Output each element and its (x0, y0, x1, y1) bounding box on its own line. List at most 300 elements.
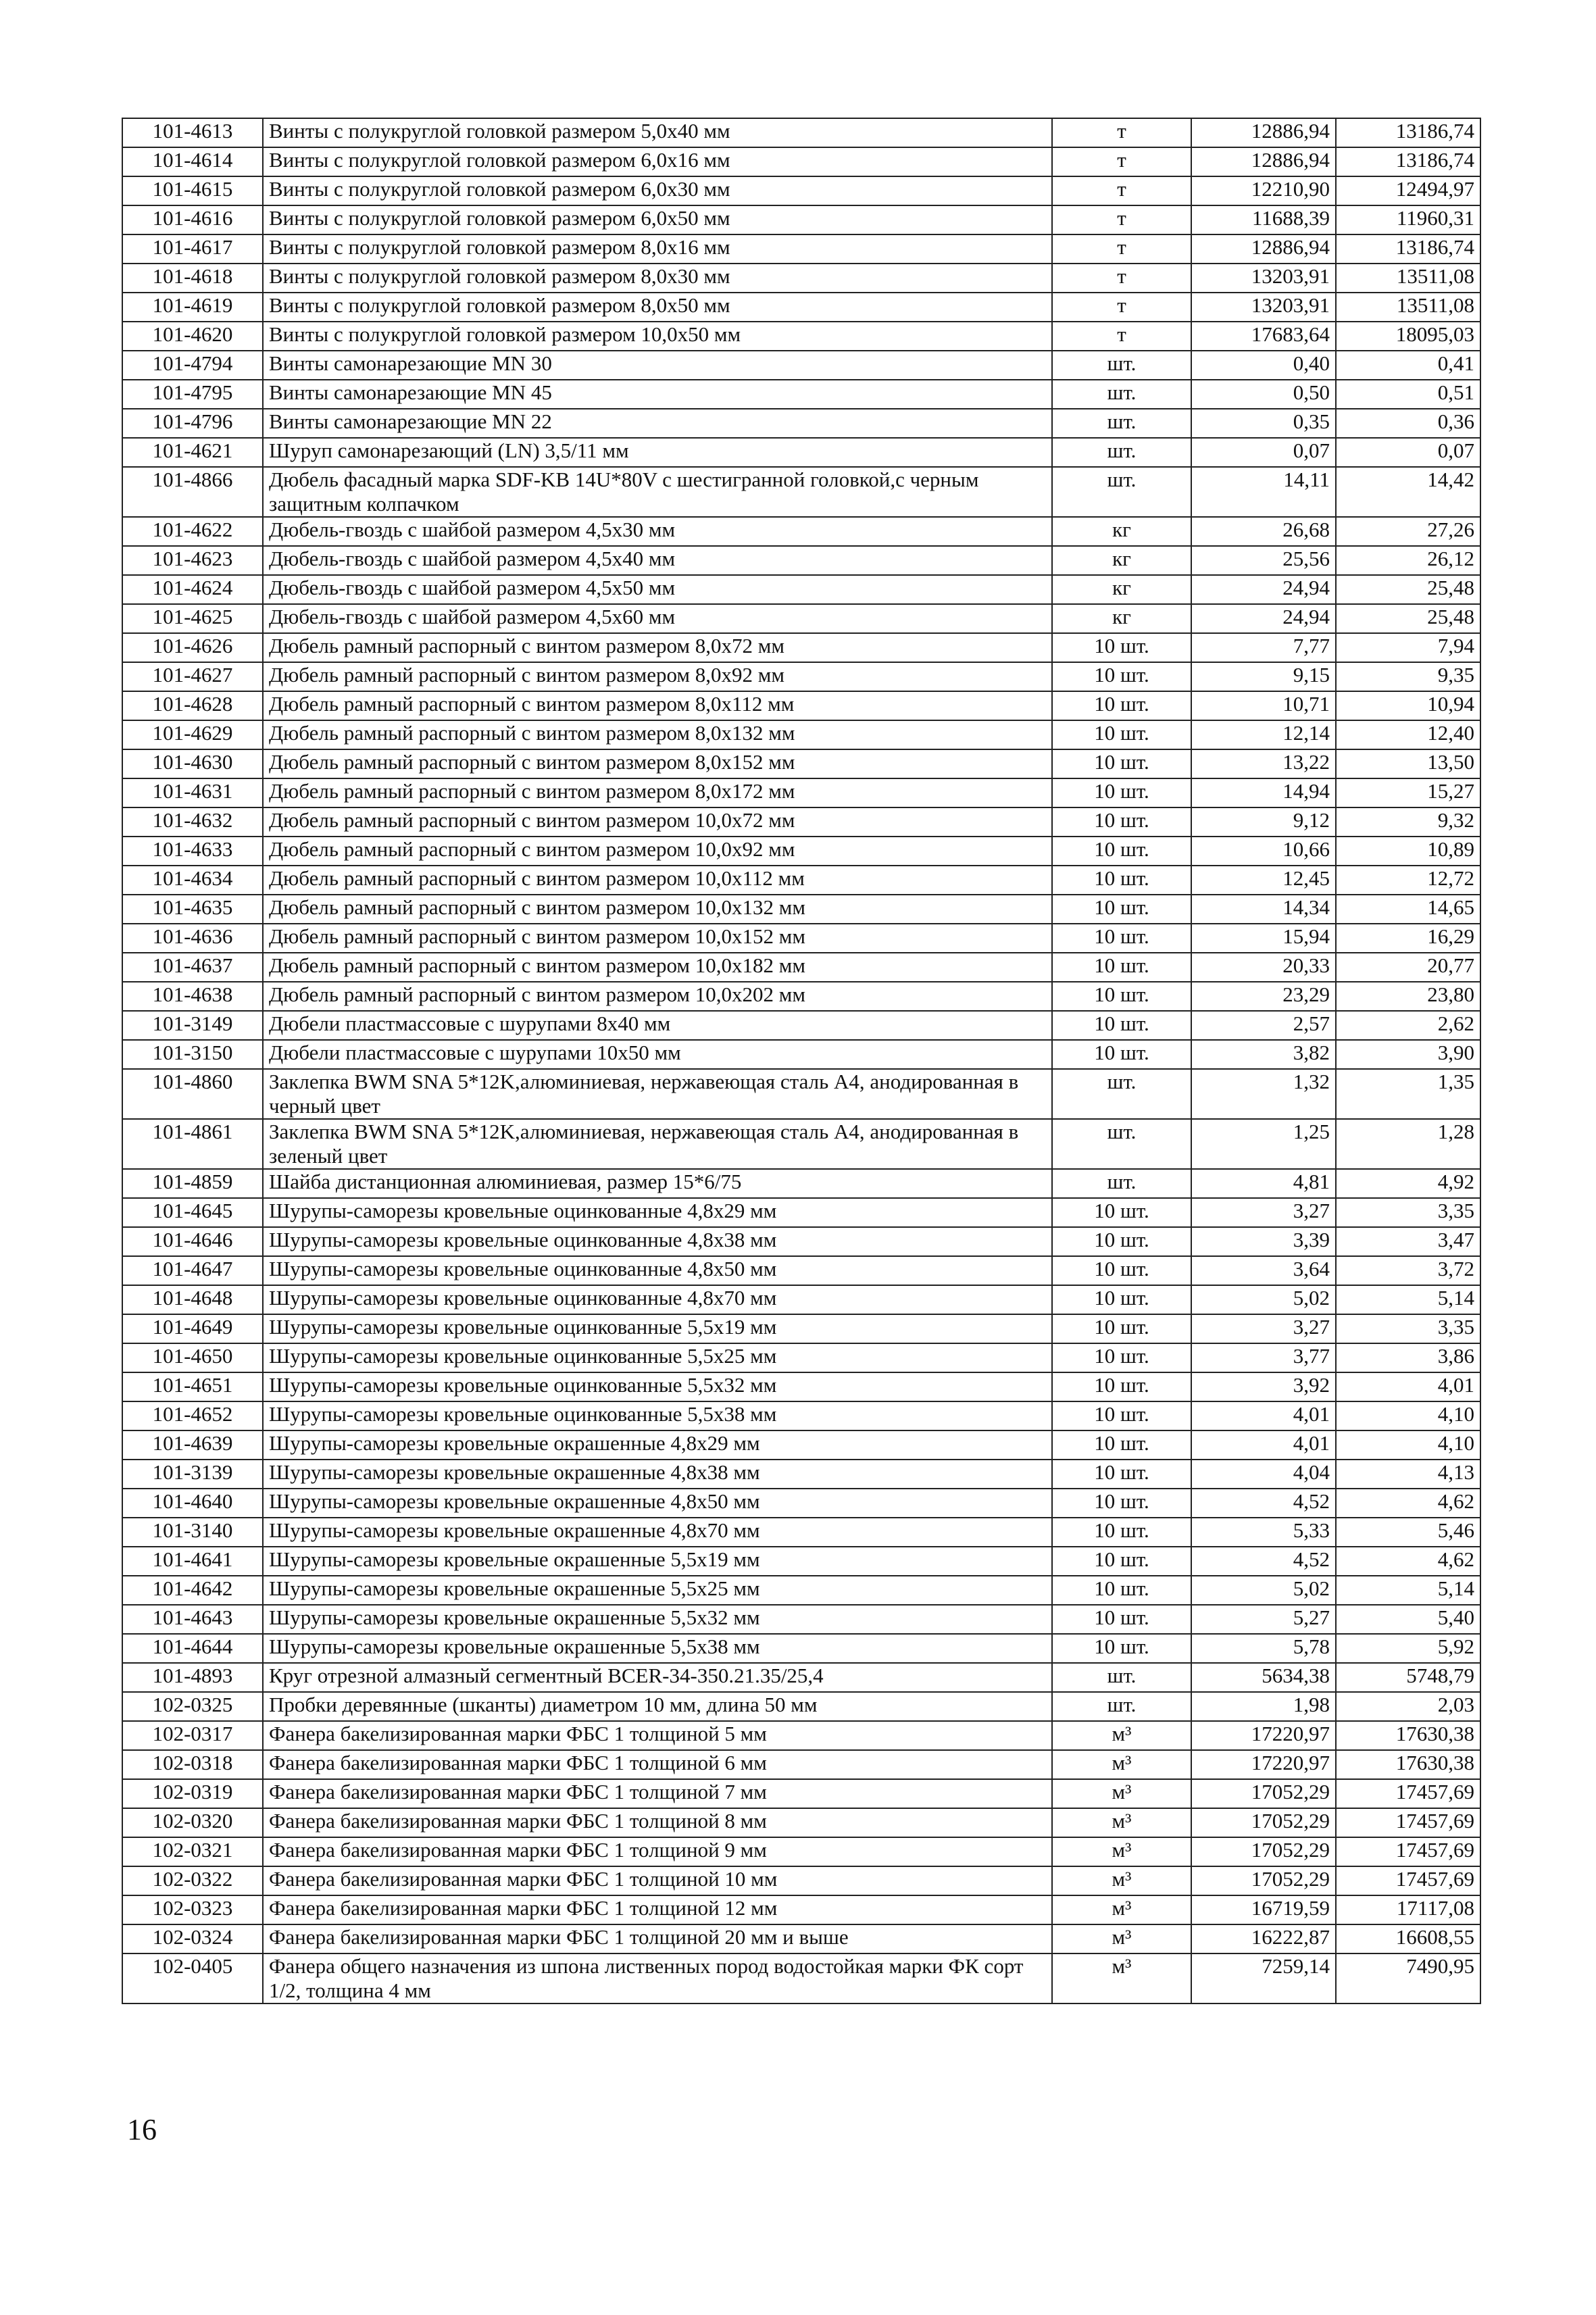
table-row (122, 1518, 1480, 1547)
resource-code: 101-4626 (122, 633, 263, 662)
price-value-1: 9,12 (1191, 807, 1336, 837)
price-value-2: 12494,97 (1336, 176, 1480, 205)
price-value-2: 4,10 (1336, 1401, 1480, 1430)
resource-code: 101-3150 (122, 1040, 263, 1069)
resource-name: Шурупы-саморезы кровельные оцинкованные 5,5х38 мм (263, 1401, 1052, 1430)
table-row (122, 1011, 1480, 1040)
table-row (122, 546, 1480, 575)
unit-of-measure: т (1052, 205, 1191, 234)
table-row (122, 633, 1480, 662)
resource-name: Заклепка BWM SNA 5*12K,алюминиевая, нержавеющая сталь А4, анодированная в черный цвет (263, 1069, 1052, 1119)
price-value-2: 2,62 (1336, 1011, 1480, 1040)
resource-name: Винты с полукруглой головкой размером 8,0х50 мм (263, 293, 1052, 322)
unit-of-measure: м³ (1052, 1721, 1191, 1750)
resource-name: Шурупы-саморезы кровельные оцинкованные 5,5х25 мм (263, 1343, 1052, 1372)
price-value-1: 4,81 (1191, 1169, 1336, 1198)
price-value-1: 11688,39 (1191, 205, 1336, 234)
price-value-2: 13186,74 (1336, 118, 1480, 147)
price-table (122, 118, 1481, 2004)
table-row (122, 351, 1480, 380)
price-value-2: 17630,38 (1336, 1750, 1480, 1779)
table-row (122, 293, 1480, 322)
price-value-1: 17220,97 (1191, 1750, 1336, 1779)
price-value-2: 17630,38 (1336, 1721, 1480, 1750)
resource-code: 101-4647 (122, 1256, 263, 1285)
resource-name: Фанера бакелизированная марки ФБС 1 толщиной 20 мм и выше (263, 1924, 1052, 1953)
resource-name: Фанера бакелизированная марки ФБС 1 толщиной 10 мм (263, 1866, 1052, 1895)
price-value-1: 13203,91 (1191, 264, 1336, 293)
table-row (122, 1119, 1480, 1169)
resource-name: Винты с полукруглой головкой размером 8,0х30 мм (263, 264, 1052, 293)
unit-of-measure: шт. (1052, 409, 1191, 438)
resource-name: Дюбель рамный распорный с винтом размером 10,0х112 мм (263, 866, 1052, 895)
table-row (122, 1779, 1480, 1808)
table-row (122, 1256, 1480, 1285)
unit-of-measure: кг (1052, 546, 1191, 575)
price-value-1: 12,45 (1191, 866, 1336, 895)
resource-code: 101-4796 (122, 409, 263, 438)
table-row (122, 147, 1480, 176)
resource-code: 101-4620 (122, 322, 263, 351)
resource-code: 102-0323 (122, 1895, 263, 1924)
table-row (122, 924, 1480, 953)
unit-of-measure: 10 шт. (1052, 1576, 1191, 1605)
resource-name: Шурупы-саморезы кровельные оцинкованные 4,8х70 мм (263, 1285, 1052, 1314)
unit-of-measure: шт. (1052, 1069, 1191, 1119)
table-row (122, 438, 1480, 467)
resource-name: Винты самонарезающие MN 30 (263, 351, 1052, 380)
resource-code: 101-4633 (122, 837, 263, 866)
table-row (122, 1489, 1480, 1518)
price-value-2: 3,86 (1336, 1343, 1480, 1372)
resource-code: 101-4648 (122, 1285, 263, 1314)
unit-of-measure: 10 шт. (1052, 1343, 1191, 1372)
unit-of-measure: т (1052, 322, 1191, 351)
unit-of-measure: т (1052, 176, 1191, 205)
unit-of-measure: шт. (1052, 1169, 1191, 1198)
unit-of-measure: 10 шт. (1052, 1011, 1191, 1040)
price-value-2: 10,89 (1336, 837, 1480, 866)
table-row (122, 322, 1480, 351)
unit-of-measure: м³ (1052, 1895, 1191, 1924)
resource-code: 101-4635 (122, 895, 263, 924)
price-value-1: 17683,64 (1191, 322, 1336, 351)
table-row (122, 720, 1480, 749)
price-value-2: 0,51 (1336, 380, 1480, 409)
unit-of-measure: 10 шт. (1052, 749, 1191, 778)
resource-code: 101-4637 (122, 953, 263, 982)
price-value-1: 7259,14 (1191, 1953, 1336, 2003)
price-value-1: 10,71 (1191, 691, 1336, 720)
price-value-2: 5,40 (1336, 1605, 1480, 1634)
resource-code: 101-4649 (122, 1314, 263, 1343)
table-row (122, 604, 1480, 633)
unit-of-measure: 10 шт. (1052, 1634, 1191, 1663)
price-value-2: 1,35 (1336, 1069, 1480, 1119)
price-value-2: 25,48 (1336, 604, 1480, 633)
price-value-2: 26,12 (1336, 546, 1480, 575)
resource-name: Дюбель-гвоздь с шайбой размером 4,5х40 мм (263, 546, 1052, 575)
resource-code: 101-4632 (122, 807, 263, 837)
price-value-2: 3,35 (1336, 1314, 1480, 1343)
price-value-1: 5,02 (1191, 1285, 1336, 1314)
resource-name: Дюбель рамный распорный с винтом размером 10,0х72 мм (263, 807, 1052, 837)
price-value-2: 13186,74 (1336, 234, 1480, 264)
unit-of-measure: м³ (1052, 1837, 1191, 1866)
resource-code: 101-4860 (122, 1069, 263, 1119)
price-value-1: 14,34 (1191, 895, 1336, 924)
unit-of-measure: шт. (1052, 380, 1191, 409)
resource-code: 102-0319 (122, 1779, 263, 1808)
price-value-1: 5,27 (1191, 1605, 1336, 1634)
unit-of-measure: м³ (1052, 1866, 1191, 1895)
unit-of-measure: м³ (1052, 1808, 1191, 1837)
unit-of-measure: 10 шт. (1052, 1314, 1191, 1343)
resource-name: Пробки деревянные (шканты) диаметром 10 мм, длина 50 мм (263, 1692, 1052, 1721)
resource-name: Шурупы-саморезы кровельные оцинкованные 4,8х38 мм (263, 1227, 1052, 1256)
unit-of-measure: кг (1052, 575, 1191, 604)
resource-code: 101-4616 (122, 205, 263, 234)
resource-code: 102-0317 (122, 1721, 263, 1750)
price-value-1: 20,33 (1191, 953, 1336, 982)
price-value-2: 5,92 (1336, 1634, 1480, 1663)
resource-code: 101-4621 (122, 438, 263, 467)
price-value-1: 0,35 (1191, 409, 1336, 438)
table-row (122, 1460, 1480, 1489)
table-row (122, 575, 1480, 604)
resource-code: 101-4623 (122, 546, 263, 575)
resource-name: Дюбель рамный распорный с винтом размером 10,0х152 мм (263, 924, 1052, 953)
unit-of-measure: 10 шт. (1052, 1198, 1191, 1227)
price-value-1: 4,52 (1191, 1489, 1336, 1518)
resource-code: 102-0320 (122, 1808, 263, 1837)
price-table-body (122, 118, 1480, 2003)
price-value-1: 2,57 (1191, 1011, 1336, 1040)
resource-code: 101-4859 (122, 1169, 263, 1198)
table-row (122, 1605, 1480, 1634)
table-row (122, 1953, 1480, 2003)
unit-of-measure: 10 шт. (1052, 778, 1191, 807)
price-value-2: 13511,08 (1336, 293, 1480, 322)
resource-code: 101-4630 (122, 749, 263, 778)
resource-code: 101-4795 (122, 380, 263, 409)
resource-name: Дюбель-гвоздь с шайбой размером 4,5х50 мм (263, 575, 1052, 604)
resource-code: 102-0321 (122, 1837, 263, 1866)
price-value-2: 13186,74 (1336, 147, 1480, 176)
price-value-2: 2,03 (1336, 1692, 1480, 1721)
price-value-1: 12886,94 (1191, 118, 1336, 147)
unit-of-measure: т (1052, 293, 1191, 322)
unit-of-measure: 10 шт. (1052, 807, 1191, 837)
resource-name: Шайба дистанционная алюминиевая, размер 15*6/75 (263, 1169, 1052, 1198)
price-value-1: 3,92 (1191, 1372, 1336, 1401)
unit-of-measure: 10 шт. (1052, 1605, 1191, 1634)
price-value-1: 14,11 (1191, 467, 1336, 517)
price-value-2: 1,28 (1336, 1119, 1480, 1169)
resource-name: Дюбель-гвоздь с шайбой размером 4,5х60 мм (263, 604, 1052, 633)
resource-name: Дюбель рамный распорный с винтом размером 8,0х172 мм (263, 778, 1052, 807)
table-row (122, 691, 1480, 720)
table-row (122, 662, 1480, 691)
resource-name: Дюбель рамный распорный с винтом размером 8,0х152 мм (263, 749, 1052, 778)
price-value-1: 12886,94 (1191, 234, 1336, 264)
price-value-1: 24,94 (1191, 575, 1336, 604)
unit-of-measure: 10 шт. (1052, 1489, 1191, 1518)
table-row (122, 1372, 1480, 1401)
resource-name: Фанера бакелизированная марки ФБС 1 толщиной 6 мм (263, 1750, 1052, 1779)
unit-of-measure: 10 шт. (1052, 953, 1191, 982)
unit-of-measure: 10 шт. (1052, 1518, 1191, 1547)
resource-name: Дюбели пластмассовые с шурупами 10х50 мм (263, 1040, 1052, 1069)
price-value-1: 9,15 (1191, 662, 1336, 691)
price-value-2: 4,92 (1336, 1169, 1480, 1198)
price-value-1: 0,07 (1191, 438, 1336, 467)
price-value-1: 17052,29 (1191, 1837, 1336, 1866)
resource-name: Шурупы-саморезы кровельные окрашенные 5,5х32 мм (263, 1605, 1052, 1634)
price-value-2: 16,29 (1336, 924, 1480, 953)
resource-code: 101-4640 (122, 1489, 263, 1518)
unit-of-measure: м³ (1052, 1779, 1191, 1808)
resource-name: Винты с полукруглой головкой размером 6,0х50 мм (263, 205, 1052, 234)
table-row (122, 1634, 1480, 1663)
resource-code: 101-4625 (122, 604, 263, 633)
resource-name: Дюбели пластмассовые с шурупами 8х40 мм (263, 1011, 1052, 1040)
price-value-2: 5748,79 (1336, 1663, 1480, 1692)
unit-of-measure: шт. (1052, 351, 1191, 380)
price-value-1: 17220,97 (1191, 1721, 1336, 1750)
table-row (122, 1547, 1480, 1576)
resource-code: 101-4622 (122, 517, 263, 546)
table-row (122, 1430, 1480, 1460)
price-value-1: 5,02 (1191, 1576, 1336, 1605)
price-value-2: 7490,95 (1336, 1953, 1480, 2003)
price-value-2: 9,35 (1336, 662, 1480, 691)
unit-of-measure: м³ (1052, 1750, 1191, 1779)
unit-of-measure: 10 шт. (1052, 1285, 1191, 1314)
price-value-2: 0,36 (1336, 409, 1480, 438)
table-row (122, 1069, 1480, 1119)
price-value-2: 3,47 (1336, 1227, 1480, 1256)
resource-code: 101-4893 (122, 1663, 263, 1692)
resource-name: Фанера бакелизированная марки ФБС 1 толщиной 5 мм (263, 1721, 1052, 1750)
price-value-1: 3,82 (1191, 1040, 1336, 1069)
table-row (122, 176, 1480, 205)
unit-of-measure: 10 шт. (1052, 1256, 1191, 1285)
resource-name: Фанера бакелизированная марки ФБС 1 толщиной 9 мм (263, 1837, 1052, 1866)
table-row (122, 1750, 1480, 1779)
resource-code: 101-4866 (122, 467, 263, 517)
unit-of-measure: 10 шт. (1052, 924, 1191, 953)
price-value-2: 14,65 (1336, 895, 1480, 924)
price-value-2: 4,10 (1336, 1430, 1480, 1460)
price-value-2: 3,35 (1336, 1198, 1480, 1227)
price-value-1: 14,94 (1191, 778, 1336, 807)
resource-name: Шурупы-саморезы кровельные оцинкованные 5,5х32 мм (263, 1372, 1052, 1401)
price-value-1: 5634,38 (1191, 1663, 1336, 1692)
unit-of-measure: 10 шт. (1052, 1547, 1191, 1576)
price-value-2: 12,40 (1336, 720, 1480, 749)
resource-name: Винты самонарезающие MN 22 (263, 409, 1052, 438)
table-row (122, 1227, 1480, 1256)
resource-name: Шурупы-саморезы кровельные оцинкованные 4,8х29 мм (263, 1198, 1052, 1227)
resource-name: Шуруп самонарезающий (LN) 3,5/11 мм (263, 438, 1052, 467)
resource-code: 101-4636 (122, 924, 263, 953)
resource-code: 101-4618 (122, 264, 263, 293)
resource-name: Дюбель рамный распорный с винтом размером 10,0х132 мм (263, 895, 1052, 924)
table-row (122, 409, 1480, 438)
resource-name: Шурупы-саморезы кровельные окрашенные 4,8х50 мм (263, 1489, 1052, 1518)
price-value-1: 3,27 (1191, 1198, 1336, 1227)
price-value-2: 17457,69 (1336, 1837, 1480, 1866)
price-value-2: 11960,31 (1336, 205, 1480, 234)
resource-code: 101-3140 (122, 1518, 263, 1547)
price-value-1: 3,77 (1191, 1343, 1336, 1372)
table-row (122, 837, 1480, 866)
price-value-1: 5,33 (1191, 1518, 1336, 1547)
resource-code: 101-4639 (122, 1430, 263, 1460)
price-value-1: 17052,29 (1191, 1779, 1336, 1808)
price-value-1: 3,27 (1191, 1314, 1336, 1343)
resource-code: 101-4624 (122, 575, 263, 604)
resource-code: 101-4643 (122, 1605, 263, 1634)
price-value-2: 9,32 (1336, 807, 1480, 837)
resource-code: 102-0325 (122, 1692, 263, 1721)
table-row (122, 1692, 1480, 1721)
resource-name: Фанера бакелизированная марки ФБС 1 толщиной 12 мм (263, 1895, 1052, 1924)
price-value-2: 18095,03 (1336, 322, 1480, 351)
unit-of-measure: 10 шт. (1052, 866, 1191, 895)
resource-code: 101-4629 (122, 720, 263, 749)
price-value-2: 17457,69 (1336, 1779, 1480, 1808)
resource-name: Дюбель рамный распорный с винтом размером 8,0х92 мм (263, 662, 1052, 691)
price-value-1: 4,04 (1191, 1460, 1336, 1489)
table-row (122, 1198, 1480, 1227)
price-value-1: 24,94 (1191, 604, 1336, 633)
table-row (122, 953, 1480, 982)
price-value-1: 4,52 (1191, 1547, 1336, 1576)
table-row (122, 1721, 1480, 1750)
resource-code: 101-4861 (122, 1119, 263, 1169)
unit-of-measure: 10 шт. (1052, 691, 1191, 720)
resource-name: Винты с полукруглой головкой размером 6,0х30 мм (263, 176, 1052, 205)
resource-code: 101-4651 (122, 1372, 263, 1401)
resource-name: Винты с полукруглой головкой размером 5,0х40 мм (263, 118, 1052, 147)
resource-name: Дюбель рамный распорный с винтом размером 10,0х92 мм (263, 837, 1052, 866)
resource-name: Винты с полукруглой головкой размером 6,0х16 мм (263, 147, 1052, 176)
table-row (122, 205, 1480, 234)
price-value-2: 14,42 (1336, 467, 1480, 517)
resource-name: Дюбель рамный распорный с винтом размером 8,0х112 мм (263, 691, 1052, 720)
resource-name: Шурупы-саморезы кровельные окрашенные 5,5х25 мм (263, 1576, 1052, 1605)
unit-of-measure: 10 шт. (1052, 837, 1191, 866)
unit-of-measure: м³ (1052, 1924, 1191, 1953)
resource-code: 101-4642 (122, 1576, 263, 1605)
price-value-1: 26,68 (1191, 517, 1336, 546)
price-value-2: 23,80 (1336, 982, 1480, 1011)
table-row (122, 1663, 1480, 1692)
resource-name: Фанера бакелизированная марки ФБС 1 толщиной 8 мм (263, 1808, 1052, 1837)
price-value-1: 7,77 (1191, 633, 1336, 662)
price-value-2: 17457,69 (1336, 1808, 1480, 1837)
table-row (122, 1866, 1480, 1895)
table-row (122, 1343, 1480, 1372)
unit-of-measure: м³ (1052, 1953, 1191, 2003)
resource-name: Дюбель-гвоздь с шайбой размером 4,5х30 мм (263, 517, 1052, 546)
table-row (122, 1169, 1480, 1198)
price-value-1: 1,32 (1191, 1069, 1336, 1119)
price-value-2: 15,27 (1336, 778, 1480, 807)
price-value-1: 23,29 (1191, 982, 1336, 1011)
table-row (122, 1285, 1480, 1314)
resource-code: 101-4613 (122, 118, 263, 147)
resource-code: 101-4634 (122, 866, 263, 895)
unit-of-measure: кг (1052, 604, 1191, 633)
resource-code: 101-4638 (122, 982, 263, 1011)
resource-name: Круг отрезной алмазный сегментный BCER-34-350.21.35/25,4 (263, 1663, 1052, 1692)
resource-code: 101-4646 (122, 1227, 263, 1256)
unit-of-measure: т (1052, 147, 1191, 176)
price-value-2: 17117,08 (1336, 1895, 1480, 1924)
resource-name: Винты самонарезающие MN 45 (263, 380, 1052, 409)
resource-name: Дюбель рамный распорный с винтом размером 8,0х72 мм (263, 633, 1052, 662)
unit-of-measure: 10 шт. (1052, 1040, 1191, 1069)
resource-code: 101-4645 (122, 1198, 263, 1227)
price-value-2: 16608,55 (1336, 1924, 1480, 1953)
table-row (122, 982, 1480, 1011)
price-value-1: 16719,59 (1191, 1895, 1336, 1924)
resource-code: 101-4652 (122, 1401, 263, 1430)
price-value-2: 10,94 (1336, 691, 1480, 720)
price-value-2: 7,94 (1336, 633, 1480, 662)
price-value-2: 0,07 (1336, 438, 1480, 467)
price-value-2: 0,41 (1336, 351, 1480, 380)
price-value-2: 4,62 (1336, 1489, 1480, 1518)
unit-of-measure: шт. (1052, 1692, 1191, 1721)
unit-of-measure: 10 шт. (1052, 1372, 1191, 1401)
resource-name: Винты с полукруглой головкой размером 10,0х50 мм (263, 322, 1052, 351)
unit-of-measure: кг (1052, 517, 1191, 546)
price-value-2: 12,72 (1336, 866, 1480, 895)
unit-of-measure: т (1052, 264, 1191, 293)
table-row (122, 234, 1480, 264)
price-value-2: 13511,08 (1336, 264, 1480, 293)
price-value-1: 13,22 (1191, 749, 1336, 778)
unit-of-measure: шт. (1052, 1119, 1191, 1169)
resource-name: Дюбель рамный распорный с винтом размером 10,0х202 мм (263, 982, 1052, 1011)
price-value-1: 17052,29 (1191, 1866, 1336, 1895)
table-row (122, 1401, 1480, 1430)
resource-code: 101-4619 (122, 293, 263, 322)
price-value-1: 3,64 (1191, 1256, 1336, 1285)
resource-code: 101-4650 (122, 1343, 263, 1372)
unit-of-measure: т (1052, 234, 1191, 264)
resource-code: 101-3149 (122, 1011, 263, 1040)
resource-code: 101-4615 (122, 176, 263, 205)
resource-name: Дюбель рамный распорный с винтом размером 10,0х182 мм (263, 953, 1052, 982)
resource-code: 102-0322 (122, 1866, 263, 1895)
table-row (122, 1895, 1480, 1924)
resource-code: 101-4644 (122, 1634, 263, 1663)
resource-code: 101-4614 (122, 147, 263, 176)
page-number: 16 (127, 2113, 157, 2146)
price-value-1: 12886,94 (1191, 147, 1336, 176)
unit-of-measure: шт. (1052, 1663, 1191, 1692)
price-value-1: 10,66 (1191, 837, 1336, 866)
resource-code: 101-3139 (122, 1460, 263, 1489)
resource-name: Шурупы-саморезы кровельные окрашенные 5,5х19 мм (263, 1547, 1052, 1576)
price-value-2: 27,26 (1336, 517, 1480, 546)
price-value-2: 5,46 (1336, 1518, 1480, 1547)
